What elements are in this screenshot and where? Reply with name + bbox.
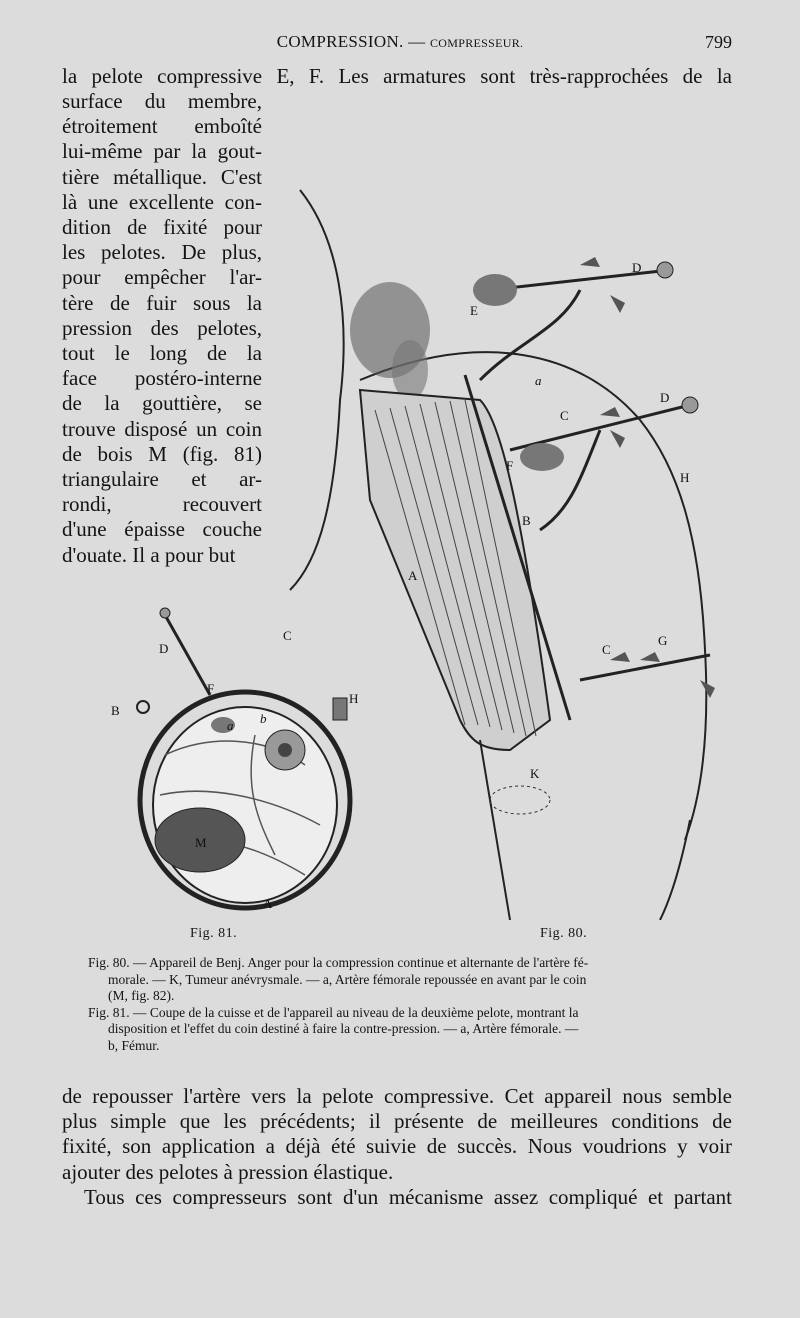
caption-line: (M, fig. 82). — [108, 988, 175, 1003]
text-line: trouve disposé un coin — [62, 416, 262, 441]
fig80-label: Fig. 80. — [540, 926, 588, 941]
text-line: d'ouate. Il a pour but — [62, 542, 236, 567]
fig81-label: Fig. 81. — [190, 926, 238, 941]
fig81-letter-M: M — [195, 835, 207, 850]
text-line: la pelote compressive E, F. Les armatures sont très-rapprochées de la — [62, 64, 732, 88]
fig81-letter-F: F — [207, 681, 215, 696]
fig80-letter-D-middle: D — [660, 390, 670, 405]
text-line: pression des pelotes, — [62, 315, 262, 340]
text-line: pour empêcher l'ar- — [62, 265, 262, 290]
text-line: fixité, son application a déjà été suivie de succès. Nous voudrions y voir — [62, 1134, 732, 1159]
fig80-letter-F: F — [506, 458, 514, 473]
aneurysm-bulge — [490, 786, 550, 814]
running-title-main: COMPRESSION. — [276, 32, 404, 51]
rod-upper — [490, 270, 670, 290]
rod-middle — [510, 405, 690, 450]
clamp-H — [333, 698, 347, 720]
intro-column — [62, 89, 262, 568]
text-line: Tous ces compresseurs sont d'un mécanisme assez compliqué et partant — [84, 1184, 732, 1209]
intro-first-line — [62, 64, 732, 89]
captions — [88, 955, 728, 1054]
fig80-letter-G: G — [658, 633, 668, 648]
fig80-letter-K: K — [530, 766, 540, 781]
screw-head-D1 — [657, 262, 673, 278]
text-line: tière métallique. C'est — [62, 164, 262, 189]
screw-rod — [165, 615, 210, 695]
leg-lower — [480, 740, 690, 920]
hinge-B — [137, 701, 149, 713]
running-header — [0, 32, 800, 56]
fig81-letter-C: C — [283, 628, 292, 643]
fig80-letter-H: H — [680, 470, 690, 485]
text-line: de la gouttière, se — [62, 391, 262, 416]
screw-head-D2 — [682, 397, 698, 413]
fig80-letter-C-lower: C — [602, 642, 611, 657]
running-title-sub: COMPRESSEUR. — [430, 36, 524, 50]
fig81-letter-a: a — [227, 718, 234, 733]
fig80-letter-B: B — [522, 513, 531, 528]
text-line: étroitement emboîté — [62, 114, 262, 139]
caption-line: Fig. 81. — Coupe de la cuisse et de l'appareil au niveau de la deuxième pelote, montrant la — [88, 1004, 579, 1020]
text-line: d'une épaisse couche — [62, 517, 262, 542]
lower-text — [62, 1084, 732, 1210]
caption-line: disposition et l'effet du coin destiné à faire la contre-pression. — a, Artère fémorale. — — [108, 1021, 579, 1036]
fig81-letter-D: D — [159, 641, 169, 656]
text-line: rondi, recouvert — [62, 492, 262, 517]
text-line: ajouter des pelotes à pression élastique. — [62, 1159, 394, 1184]
figure-81-illustration — [105, 595, 365, 915]
page-number: 799 — [705, 32, 732, 52]
text-line: dition de fixité pour — [62, 215, 262, 240]
text-line: surface du membre, — [62, 89, 262, 113]
femur-marrow — [278, 743, 292, 757]
running-title — [0, 32, 800, 52]
fig80-letter-C-upper: C — [560, 408, 569, 423]
fig81-letter-A: A — [263, 896, 273, 911]
fig80-letter-a: a — [535, 373, 542, 388]
text-line: plus simple que les précédents; il présente de meilleures conditions de — [62, 1109, 732, 1134]
text-line: là une excellente con- — [62, 189, 262, 214]
caption-line: morale. — K, Tumeur anévrysmale. — a, Artère fémorale repoussée en avant par le coin — [108, 971, 587, 987]
text-line: de bois M (fig. 81) — [62, 441, 262, 466]
fig80-letter-D-top: D — [632, 260, 642, 275]
fig80-letter-E: E — [470, 303, 478, 318]
caption-fig81 — [88, 1004, 728, 1055]
fig81-letter-H: H — [349, 691, 359, 706]
metal-gutter — [360, 390, 550, 750]
wing-nuts — [580, 257, 715, 698]
text-line: tère de fuir sous la — [62, 290, 262, 315]
caption-line: b, Fémur. — [108, 1037, 160, 1053]
thigh-section — [153, 707, 337, 903]
text-line: tout le long de la — [62, 341, 262, 366]
screw-head — [160, 608, 170, 618]
caption-fig80 — [88, 955, 728, 1005]
caption-line: Fig. 80. — Appareil de Benj. Anger pour la compression continue et alternante de l'artère fé- — [88, 955, 589, 970]
pelote-F — [520, 443, 564, 471]
pelote-E — [473, 274, 517, 306]
text-line: face postéro-interne — [62, 366, 262, 391]
text-line: lui-même par la gout- — [62, 139, 262, 164]
text-line: triangulaire et ar- — [62, 467, 262, 492]
text-line: de repousser l'artère vers la pelote compressive. Cet appareil nous semble — [62, 1084, 732, 1108]
fig80-letter-A: A — [408, 568, 418, 583]
fig81-letter-b: b — [260, 711, 267, 726]
text-line: les pelotes. De plus, — [62, 240, 262, 265]
running-title-dash: — — [403, 32, 430, 51]
fig81-letter-B: B — [111, 703, 120, 718]
groin-mass-2 — [392, 340, 428, 400]
